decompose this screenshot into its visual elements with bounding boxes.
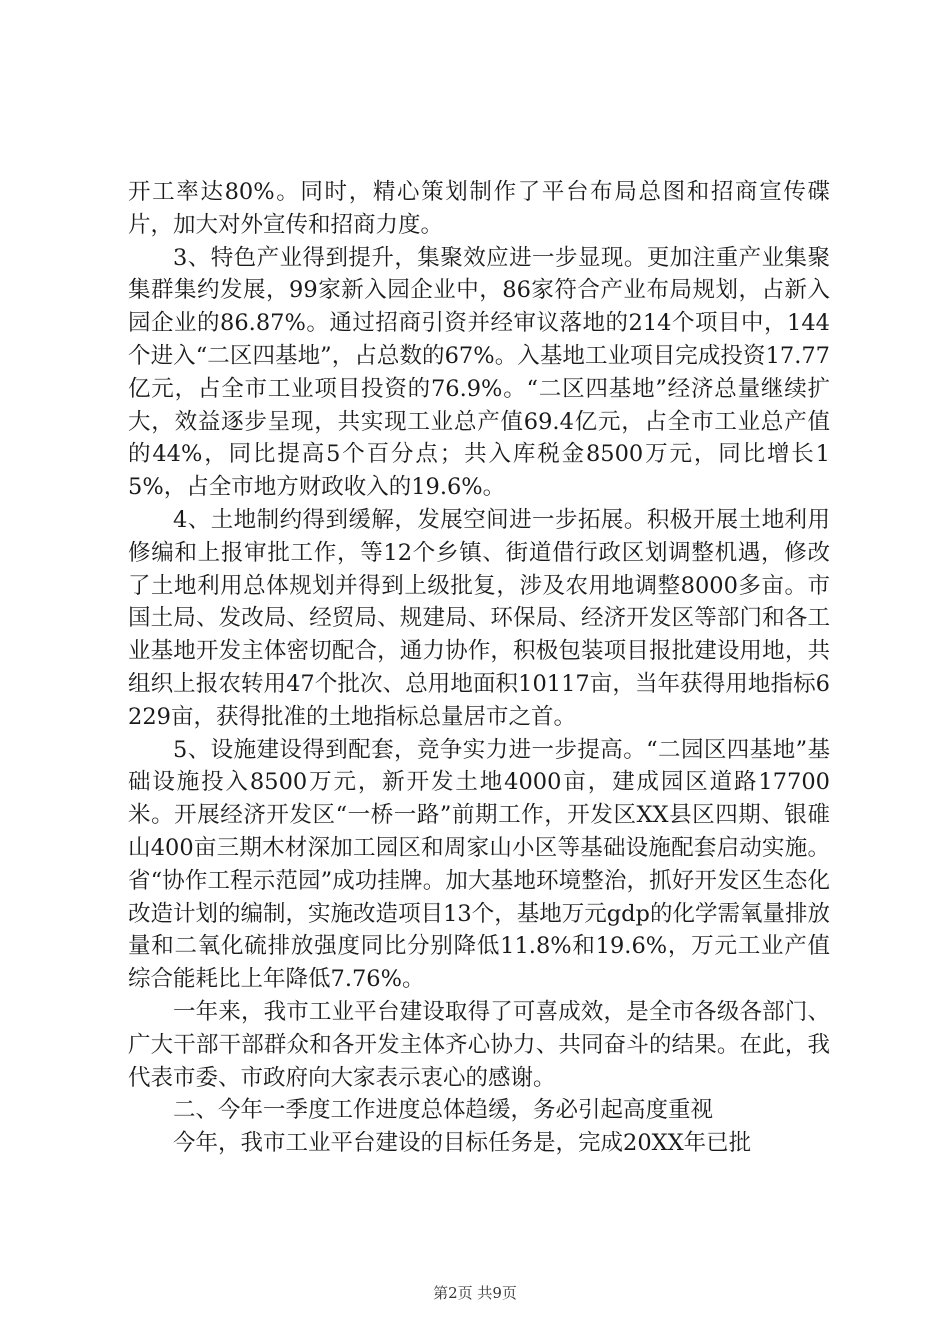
- paragraph-5: 一年来，我市工业平台建设取得了可喜成效，是全市各级各部门、广大干部干部群众和各开发主体齐心协力、共同奋斗的结果。在此，我代表市委、市政府向大家表示衷心的感谢。: [128, 998, 830, 1091]
- paragraph-7: 今年，我市工业平台建设的目标任务是，完成20XX年已批: [173, 1130, 752, 1157]
- paragraph-3: 4、土地制约得到缓解，发展空间进一步拓展。积极开展土地利用修编和上报审批工作，等12个乡镇、街道借行政区划调整机遇，修改了土地利用总体规划并得到上级批复，涉及农用地调整8000多亩。市国土局、发改局、经贸局、规建局、环保局、经济开发区等部门和各工业基地开发主体密切配合，通力协作，积极包装项目报批建设用地，共组织上报农转用47个批次、总用地面积10117亩，当年获得用地指标6229亩，获得批准的土地指标总量居市之首。: [128, 506, 830, 730]
- paragraph-4: 5、设施建设得到配套，竞争实力进一步提高。“二园区四基地”基础设施投入8500万元，新开发土地4000亩，建成园区道路17700米。开展经济开发区“一桥一路”前期工作，开发区XX县区四期、银碓山400亩三期木材深加工园区和周家山小区等基础设施配套启动实施。省“协作工程示范园”成功挂牌。加大基地环境整治，抓好开发区生态化改造计划的编制，实施改造项目13个，基地万元gdp的化学需氧量排放量和二氧化硫排放强度同比分别降低11.8%和19.6%，万元工业产值综合能耗比上年降低7.76%。: [128, 736, 830, 993]
- section-heading: 二、今年一季度工作进度总体趋缓，务必引起高度重视: [173, 1097, 714, 1124]
- paragraph-2: 3、特色产业得到提升，集聚效应进一步显现。更加注重产业集聚集群集约发展，99家新入园企业中，86家符合产业布局规划，占新入园企业的86.87%。通过招商引资并经审议落地的214个项目中，144个进入“二区四基地”，占总数的67%。入基地工业项目完成投资17.77亿元，占全市工业项目投资的76.9%。“二区四基地”经济总量继续扩大，效益逐步呈现，共实现工业总产值69.4亿元，占全市工业总产值的44%，同比提高5个百分点；共入库税金8500万元，同比增长15%，占全市地方财政收入的19.6%。: [128, 244, 830, 501]
- page-number-footer: 第2页 共9页: [433, 1284, 517, 1302]
- paragraph-1: 开工率达80%。同时，精心策划制作了平台布局总图和招商宣传碟片，加大对外宣传和招商力度。: [128, 179, 830, 238]
- document-body: [128, 176, 830, 1160]
